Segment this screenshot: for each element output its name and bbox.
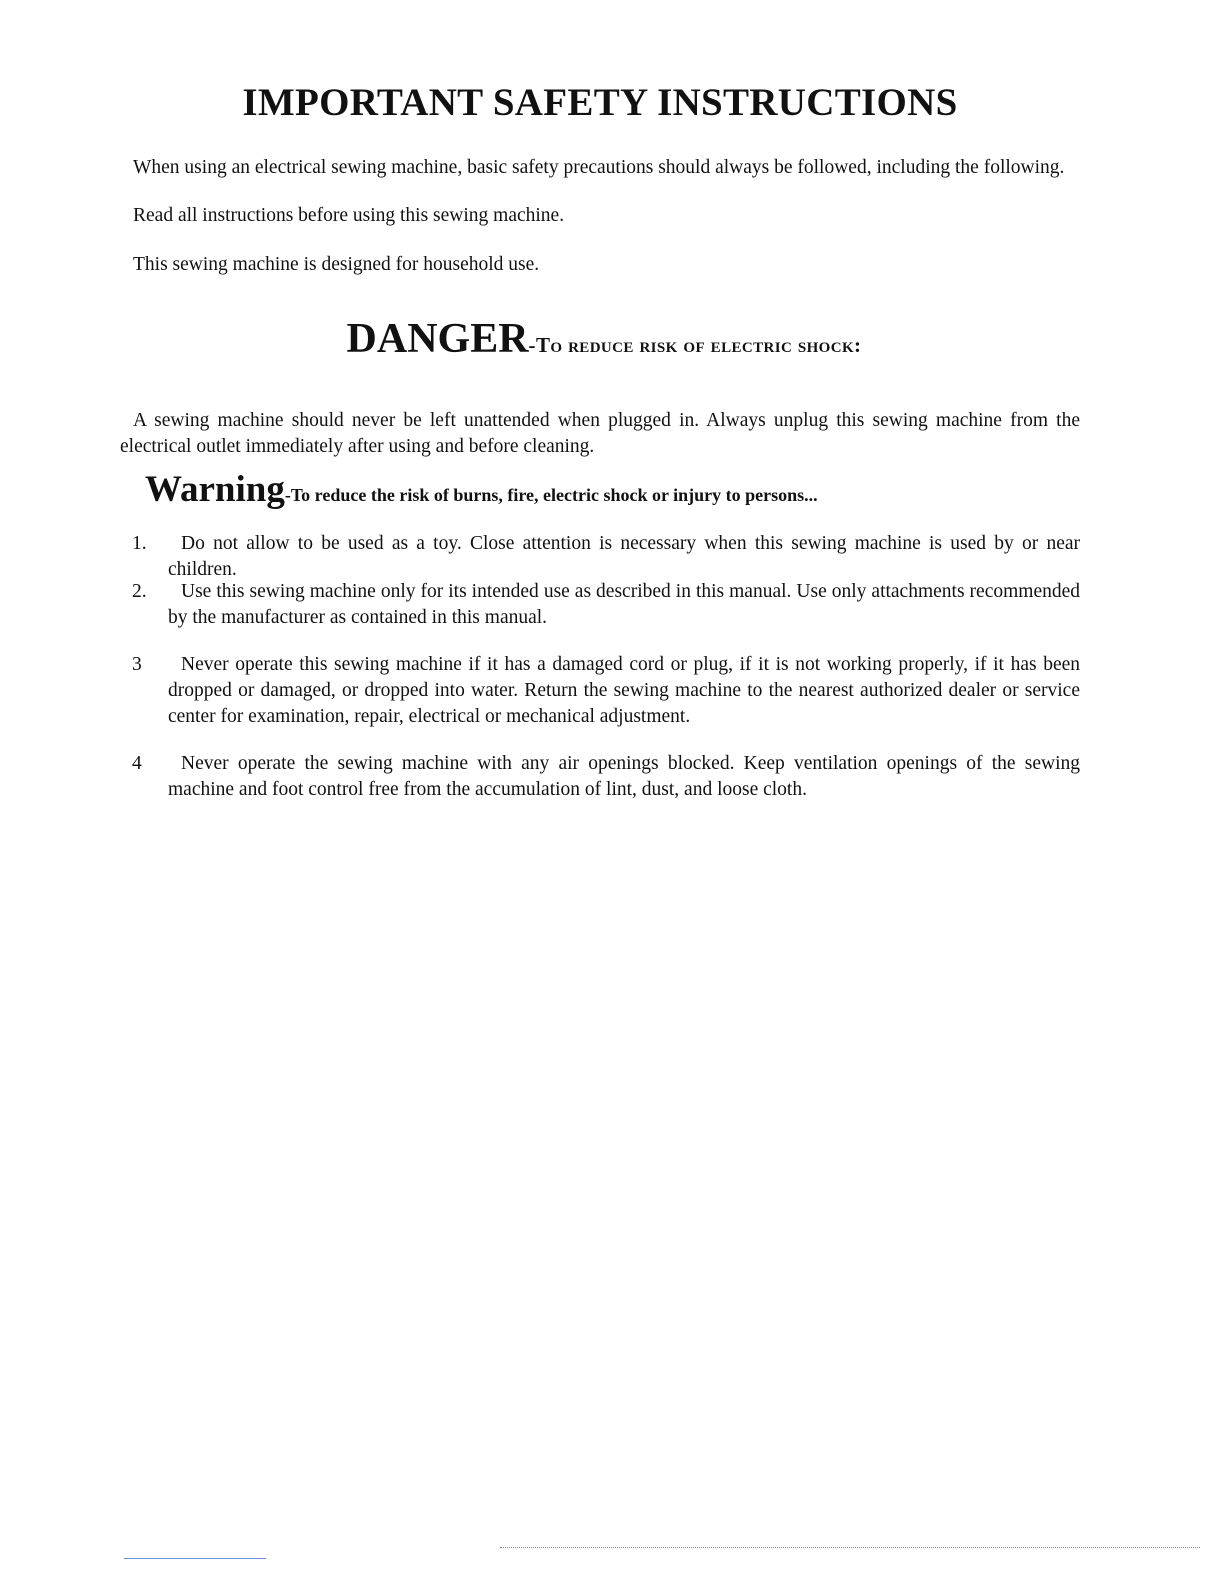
intro-line-1: When using an electrical sewing machine, basic safety precautions should always be followed, including the following. (133, 157, 1065, 178)
list-item-number: 3 (132, 654, 142, 675)
list-item (132, 751, 1080, 803)
list-item-text: Do not allow to be used as a toy. Close attention is necessary when this sewing machine is used by or near children. (168, 533, 1080, 580)
warning-heading (145, 468, 818, 511)
list-item-text: Never operate the sewing machine with any air openings blocked. Keep ventilation openings of the sewing machine and foot control free from the accumulation of lint, dust, and loose cloth. (168, 753, 1080, 800)
danger-paragraph: A sewing machine should never be left unattended when plugged in. Always unplug this sewing machine from the electrical outlet immediately after using and before cleaning. (120, 410, 1080, 457)
list-item (132, 531, 1080, 583)
intro-line-3: This sewing machine is designed for household use. (133, 254, 540, 275)
danger-heading (0, 315, 1208, 363)
list-item-text: Use this sewing machine only for its intended use as described in this manual. Use only attachments recommended by the manufacturer as contained in this manual. (168, 581, 1080, 628)
intro-line-2: Read all instructions before using this sewing machine. (133, 205, 565, 226)
list-item-number: 2. (132, 581, 147, 602)
warning-subheading: -To reduce the risk of burns, fire, electric shock or injury to persons... (284, 485, 818, 505)
scan-edge-line (124, 1558, 266, 1559)
page-title: IMPORTANT SAFETY INSTRUCTIONS (242, 81, 958, 124)
danger-word: DANGER (346, 316, 529, 362)
list-item (132, 652, 1080, 730)
list-item-number: 1. (132, 533, 147, 554)
list-item (132, 579, 1080, 631)
list-item-text: Never operate this sewing machine if it has a damaged cord or plug, if it is not working properly, if it has been dropped or damaged, or dropped into water. Return the sewing machine to the nearest authorized dealer or service center for examination, repair, electrical or mechanical adjustment. (168, 654, 1080, 727)
warning-word: Warning (145, 469, 285, 510)
list-item-number: 4 (132, 753, 142, 774)
danger-subheading: -To reduce risk of electric shock: (528, 333, 862, 357)
bottom-divider (500, 1547, 1200, 1548)
